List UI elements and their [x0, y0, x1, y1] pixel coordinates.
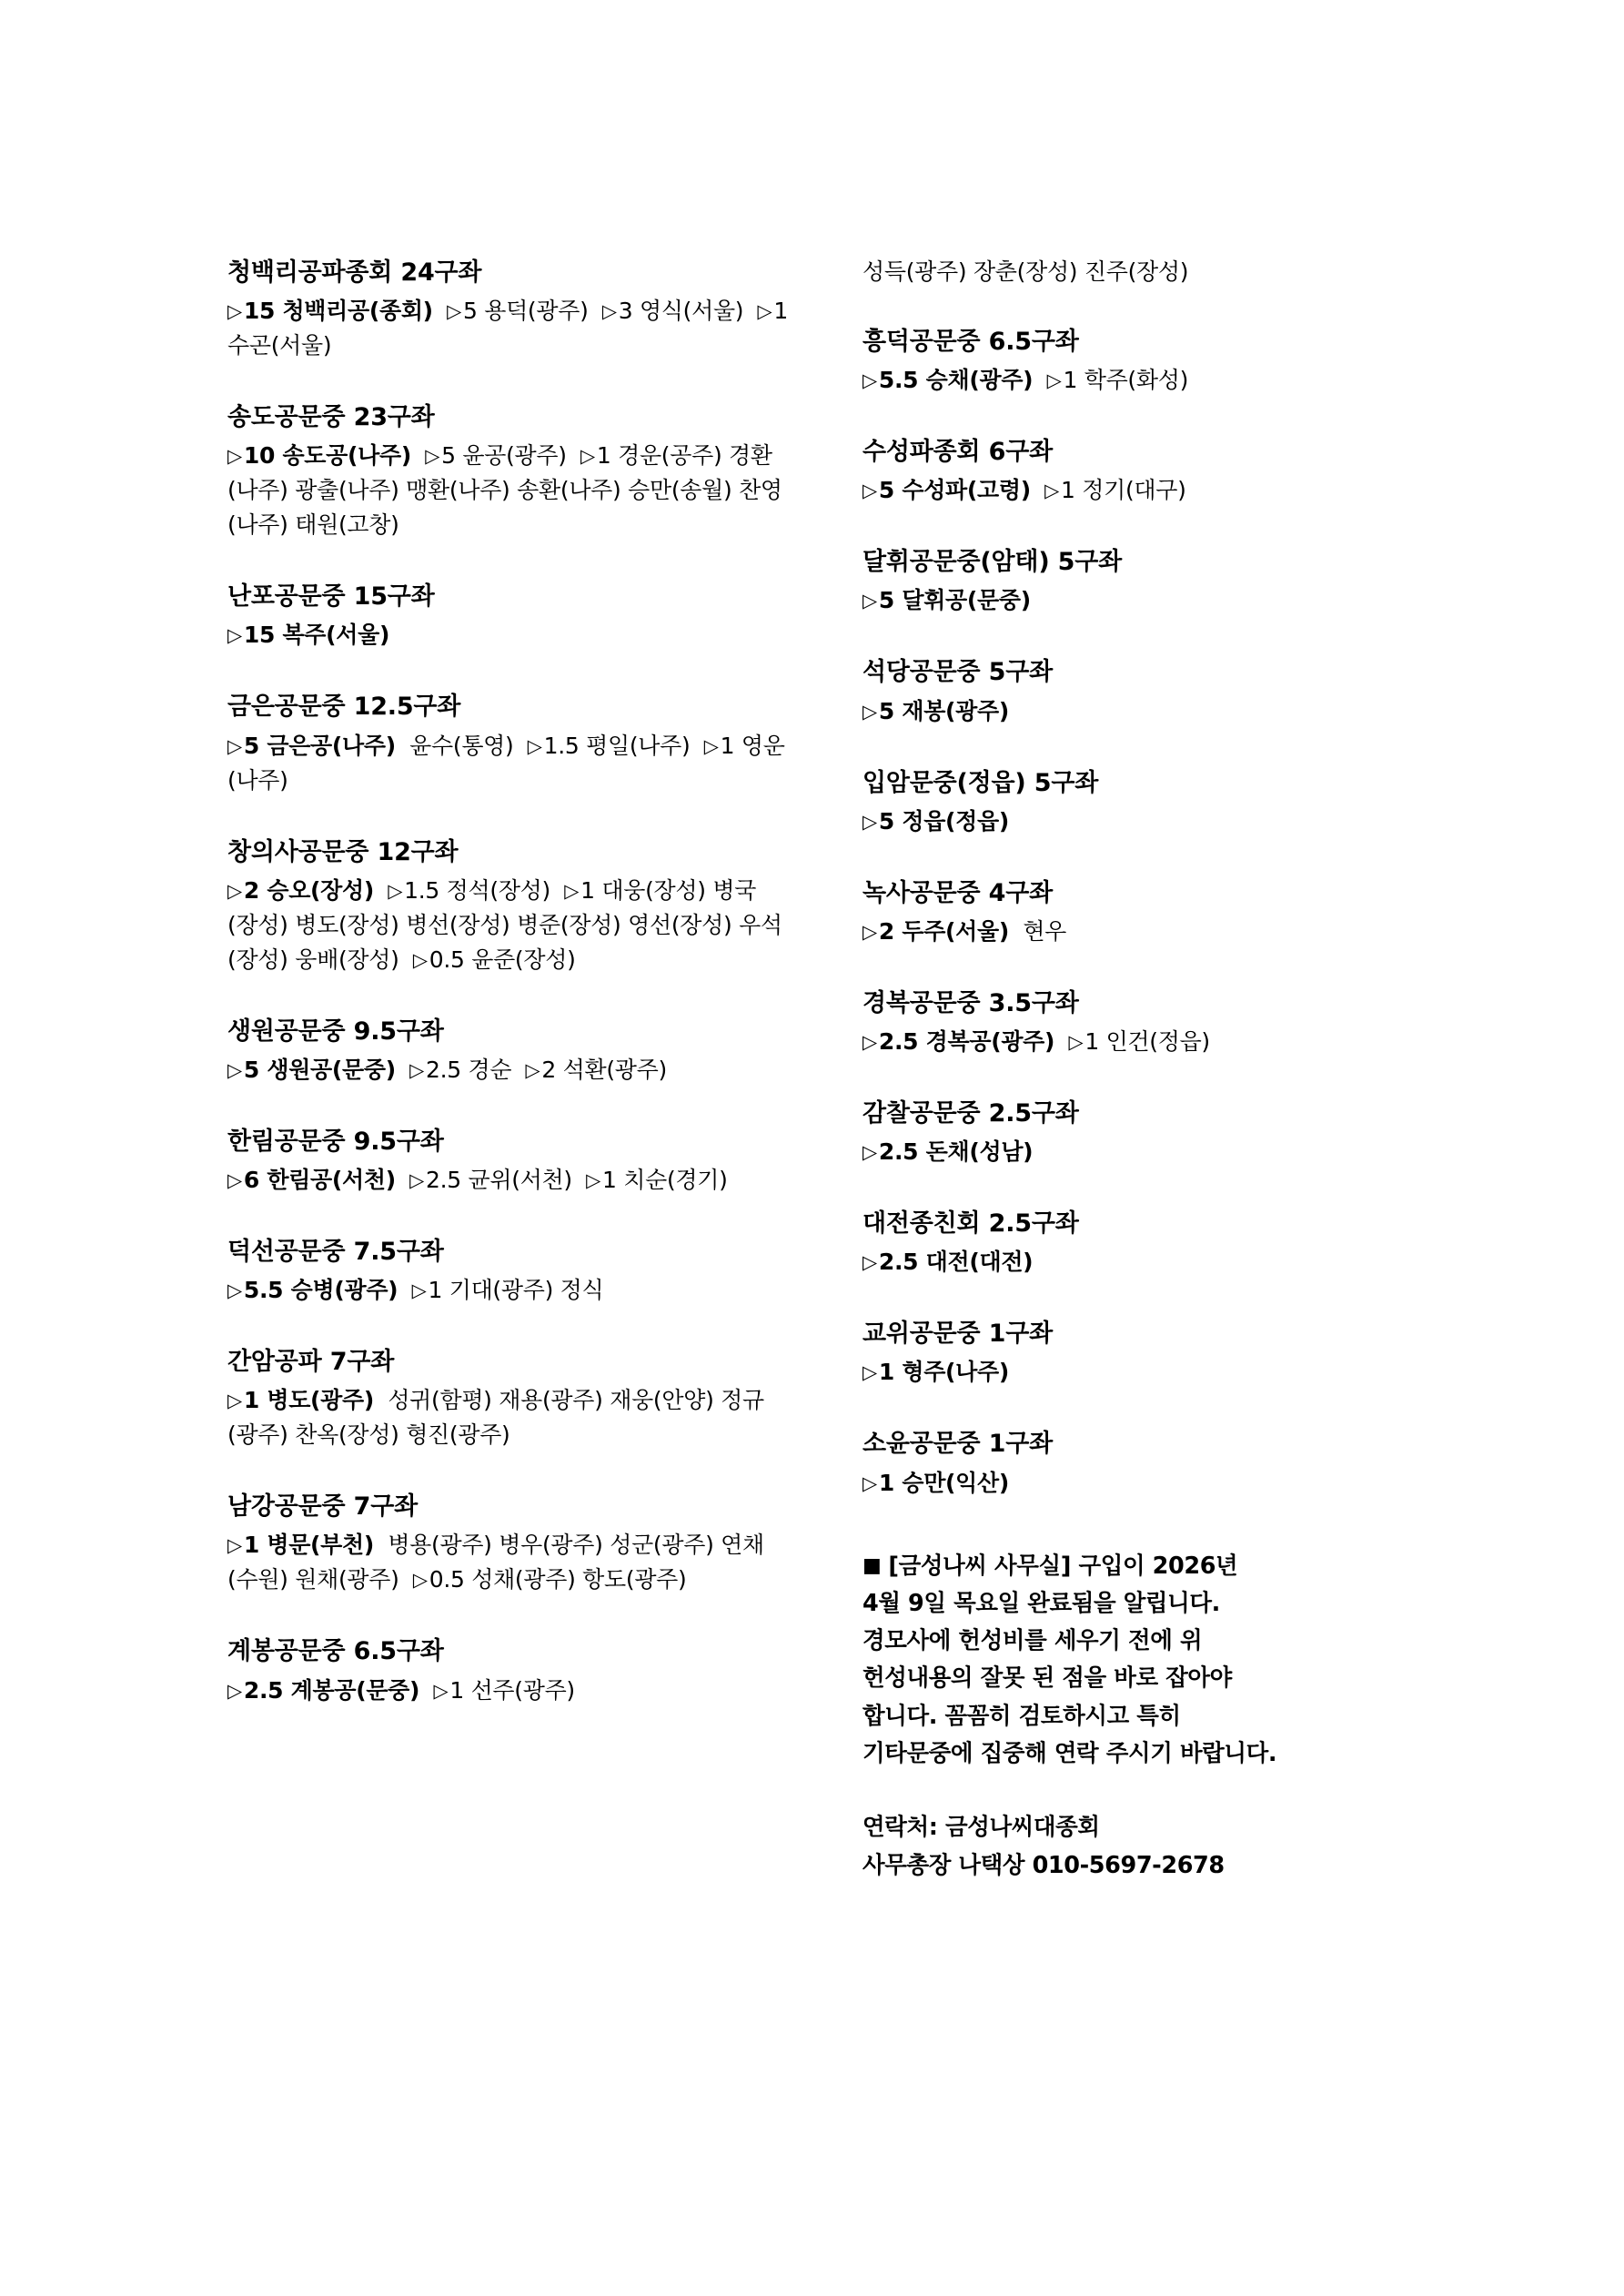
- list-item: [862, 1316, 1427, 1390]
- entry-body: [862, 1135, 1427, 1169]
- entry-segment: ▷2 승오(장성): [227, 876, 375, 904]
- entry-segment: ▷5 용덕(광주): [447, 298, 589, 325]
- entry-title: 대전종친회 2.5구좌: [862, 1209, 1079, 1239]
- list-item: [862, 1206, 1427, 1279]
- list-item: [227, 1344, 792, 1452]
- entry-body: [862, 1245, 1427, 1279]
- entry-segment: ▷2.5 돈채(성남): [862, 1138, 1034, 1166]
- triangle-icon: ▷: [227, 734, 242, 757]
- triangle-icon: ▷: [388, 879, 403, 902]
- list-item: [227, 1124, 792, 1198]
- entry-segment: ▷15 청백리공(종회): [227, 298, 433, 325]
- triangle-icon: ▷: [586, 1168, 600, 1191]
- triangle-icon: ▷: [862, 1030, 877, 1053]
- entry-segment: ▷1 학주(화성): [1046, 367, 1189, 394]
- left-column: [227, 255, 792, 1745]
- entry-segment: ▷1 병문(부천): [227, 1532, 375, 1559]
- entry-segment: ▷1 대웅(장성) 병국(장성) 병도(장성) 병선(장성) 병준(장성) 영선(장성) 우석(장성) 웅배(장성): [227, 876, 782, 973]
- list-item: [862, 986, 1427, 1059]
- entry-body: [862, 694, 1427, 729]
- entry-body: [227, 1674, 792, 1708]
- triangle-icon: ▷: [527, 734, 542, 757]
- triangle-icon: ▷: [862, 700, 877, 723]
- entry-segment: ▷1 승만(익산): [862, 1469, 1010, 1496]
- entry-body: [227, 1383, 792, 1452]
- entry-title: 석당공문중 5구좌: [862, 658, 1053, 687]
- triangle-icon: ▷: [525, 1058, 540, 1081]
- entry-segment: ▷1 인건(정읍): [1068, 1027, 1210, 1055]
- entry-segment: ▷1 선주(광주): [433, 1676, 575, 1704]
- entry-title: 감찰공문중 2.5구좌: [862, 1098, 1079, 1128]
- entry-title: 생원공문중 9.5구좌: [227, 1017, 444, 1046]
- triangle-icon: ▷: [1044, 480, 1060, 502]
- list-item: [227, 1014, 792, 1087]
- notice-line-4: 헌성내용의 잘못 된 점을 바로 잡아야: [862, 1664, 1232, 1693]
- entry-segment: ▷2 두주(서울): [862, 917, 1010, 945]
- entry-title: 간암공파 7구좌: [227, 1348, 395, 1377]
- entry-body: [862, 363, 1427, 398]
- list-item: [862, 1096, 1427, 1169]
- triangle-icon: ▷: [409, 1058, 425, 1081]
- triangle-icon: ▷: [227, 1279, 242, 1302]
- entry-segment: ▷2 석환(광주): [525, 1056, 667, 1083]
- triangle-icon: ▷: [703, 734, 719, 757]
- list-item: [862, 654, 1427, 728]
- entry-body: [227, 618, 792, 652]
- entry-title: 남강공문중 7구좌: [227, 1492, 418, 1522]
- square-bullet-icon: ■: [862, 1553, 882, 1577]
- triangle-icon: ▷: [227, 1058, 242, 1081]
- continued-names-line: 성득(광주) 장춘(장성) 진주(장성): [862, 258, 1189, 285]
- entry-body: [862, 1466, 1427, 1501]
- entry-body: [227, 1053, 792, 1087]
- entry-title: 계봉공문중 6.5구좌: [227, 1637, 444, 1666]
- entry-segment: ▷5 달휘공(문중): [862, 587, 1031, 614]
- two-column-layout: [227, 255, 1397, 1885]
- entry-segment: ▷1.5 평일(나주): [527, 732, 691, 759]
- entry-segment: ▷2.5 균위(서천): [409, 1166, 572, 1193]
- notice-text: [862, 1548, 1427, 1774]
- entry-body: [862, 473, 1427, 508]
- entry-segment: ▷1 기대(광주) 정식: [411, 1277, 604, 1304]
- list-item: [227, 579, 792, 652]
- triangle-icon: ▷: [227, 1679, 242, 1702]
- right-column: [862, 255, 1427, 1885]
- list-item: [862, 324, 1427, 398]
- triangle-icon: ▷: [862, 920, 877, 943]
- entry-title: 금은공문중 12.5구좌: [227, 693, 461, 722]
- triangle-icon: ▷: [757, 300, 772, 323]
- list-item: [227, 400, 792, 542]
- triangle-icon: ▷: [601, 300, 617, 323]
- list-item: [227, 834, 792, 977]
- entry-title: 수성파종회 6구좌: [862, 438, 1053, 467]
- list-item: [227, 1633, 792, 1707]
- entry-title: 한림공문중 9.5구좌: [227, 1127, 444, 1156]
- entry-body: [227, 294, 792, 363]
- triangle-icon: ▷: [862, 1472, 877, 1494]
- triangle-icon: ▷: [227, 445, 242, 468]
- entry-segment: ▷1 형주(나주): [862, 1359, 1010, 1386]
- list-item: [862, 544, 1427, 618]
- entry-segment: 병용(광주) 병우(광주) 성군(광주) 연채(수원) 원채(광주): [227, 1532, 764, 1593]
- entry-title: 녹사공문중 4구좌: [862, 878, 1053, 907]
- contact-line-2: 사무총장 나택상 010-5697-2678: [862, 1851, 1225, 1879]
- triangle-icon: ▷: [862, 1251, 877, 1274]
- entry-title: 입암문중(정읍) 5구좌: [862, 768, 1099, 797]
- triangle-icon: ▷: [564, 879, 580, 902]
- list-item: [227, 689, 792, 797]
- entry-segment: 현우: [1023, 917, 1067, 945]
- entry-segment: ▷2.5 계봉공(문중): [227, 1676, 420, 1704]
- entry-body: [862, 1355, 1427, 1390]
- entry-segment: ▷5.5 승병(광주): [227, 1277, 398, 1304]
- list-item: [227, 255, 792, 363]
- entry-body: [862, 583, 1427, 618]
- list-item: [227, 1234, 792, 1308]
- entry-body: [227, 1163, 792, 1198]
- entry-segment: ▷5 금은공(나주): [227, 732, 396, 759]
- entry-segment: ▷3 영식(서울): [601, 298, 744, 325]
- entry-title: 청백리공파종회 24구좌: [227, 258, 482, 287]
- entry-title: 덕선공문중 7.5구좌: [227, 1237, 444, 1266]
- list-item: [862, 1426, 1427, 1500]
- list-item: [862, 875, 1427, 949]
- entry-segment: ▷1 수곤(서울): [227, 298, 789, 359]
- entry-body: [862, 915, 1427, 949]
- entry-title: 송도공문중 23구좌: [227, 403, 435, 432]
- triangle-icon: ▷: [227, 879, 242, 902]
- entry-segment: ▷1.5 정석(장성): [388, 876, 550, 904]
- entry-segment: ▷2.5 대전(대전): [862, 1249, 1034, 1276]
- list-item: [862, 434, 1427, 508]
- contact-info: [862, 1809, 1427, 1885]
- entry-body: [862, 1025, 1427, 1059]
- notice-block: [862, 1548, 1427, 1885]
- entry-segment: 윤수(통영): [409, 732, 514, 759]
- triangle-icon: ▷: [862, 1361, 877, 1384]
- entry-title: 창의사공문중 12구좌: [227, 837, 459, 866]
- triangle-icon: ▷: [227, 624, 242, 647]
- entry-segment: ▷2.5 경순: [409, 1056, 512, 1083]
- triangle-icon: ▷: [862, 810, 877, 833]
- entry-body: [227, 1273, 792, 1308]
- entry-segment: 성귀(함평) 재용(광주) 재웅(안양) 정규(광주) 찬옥(장성) 형진(광주): [227, 1387, 764, 1449]
- entry-segment: ▷5 정읍(정읍): [862, 807, 1010, 834]
- triangle-icon: ▷: [862, 590, 877, 612]
- entry-title: 경복공문중 3.5구좌: [862, 988, 1079, 1017]
- triangle-icon: ▷: [862, 1141, 877, 1164]
- triangle-icon: ▷: [227, 300, 242, 323]
- notice-line-1: [금성나씨 사무실] 구입이 2026년: [888, 1552, 1238, 1580]
- triangle-icon: ▷: [227, 1534, 242, 1557]
- entry-segment: ▷2.5 경복공(광주): [862, 1027, 1055, 1055]
- triangle-icon: ▷: [409, 1168, 425, 1191]
- triangle-icon: ▷: [433, 1679, 449, 1702]
- entry-segment: ▷1 병도(광주): [227, 1387, 375, 1414]
- triangle-icon: ▷: [447, 300, 461, 323]
- notice-line-5: 합니다. 꼼꼼히 검토하시고 특히: [862, 1702, 1181, 1730]
- entry-segment: ▷5.5 승채(광주): [862, 367, 1034, 394]
- notice-line-3: 경모사에 헌성비를 세우기 전에 위: [862, 1627, 1203, 1655]
- triangle-icon: ▷: [1068, 1030, 1084, 1053]
- entry-segment: ▷1 영운(나주): [227, 732, 785, 794]
- notice-line-6: 기타문중에 집중해 연락 주시기 바랍니다.: [862, 1740, 1277, 1768]
- entry-body: [227, 1528, 792, 1597]
- entry-body: [227, 874, 792, 977]
- entry-segment: ▷10 송도공(나주): [227, 442, 411, 470]
- triangle-icon: ▷: [227, 1390, 242, 1412]
- entry-title: 흥덕공문중 6.5구좌: [862, 328, 1079, 356]
- entry-segment: ▷5 재봉(광주): [862, 697, 1010, 724]
- entry-segment: ▷0.5 윤준(장성): [412, 946, 576, 973]
- entry-title: 달휘공문중(암태) 5구좌: [862, 548, 1123, 577]
- triangle-icon: ▷: [862, 480, 877, 502]
- triangle-icon: ▷: [1046, 369, 1062, 392]
- entry-title: 교위공문중 1구좌: [862, 1320, 1053, 1349]
- list-item: [862, 765, 1427, 839]
- triangle-icon: ▷: [580, 445, 595, 468]
- entry-body: [227, 729, 792, 798]
- triangle-icon: ▷: [412, 948, 428, 971]
- notice-line-2: 4월 9일 목요일 완료됨을 알립니다.: [862, 1589, 1220, 1617]
- entry-segment: ▷0.5 성채(광주) 항도(광주): [412, 1566, 687, 1593]
- entry-segment: ▷1 정기(대구): [1044, 477, 1186, 504]
- entry-segment: ▷15 복주(서울): [227, 622, 390, 649]
- list-item: [227, 1489, 792, 1597]
- triangle-icon: ▷: [862, 369, 877, 392]
- entry-title: 난포공문중 15구좌: [227, 582, 435, 612]
- triangle-icon: ▷: [227, 1168, 242, 1191]
- entry-segment: ▷1 경운(공주) 경환(나주) 광출(나주) 맹환(나주) 송환(나주) 승만(송월) 찬영(나주) 태원(고창): [227, 442, 782, 539]
- triangle-icon: ▷: [411, 1279, 427, 1302]
- entry-title: 소윤공문중 1구좌: [862, 1430, 1053, 1459]
- entry-segment: ▷5 수성파(고령): [862, 477, 1031, 504]
- triangle-icon: ▷: [425, 445, 440, 468]
- entry-segment: ▷5 생원공(문중): [227, 1056, 396, 1083]
- entry-segment: ▷6 한림공(서천): [227, 1166, 396, 1193]
- contact-line-1: 연락처: 금성나씨대종회: [862, 1814, 1100, 1842]
- entry-segment: ▷5 윤공(광주): [425, 442, 567, 470]
- entry-body: [227, 439, 792, 542]
- entry-segment: ▷1 치순(경기): [586, 1166, 728, 1193]
- triangle-icon: ▷: [412, 1569, 428, 1592]
- entry-body: [862, 804, 1427, 839]
